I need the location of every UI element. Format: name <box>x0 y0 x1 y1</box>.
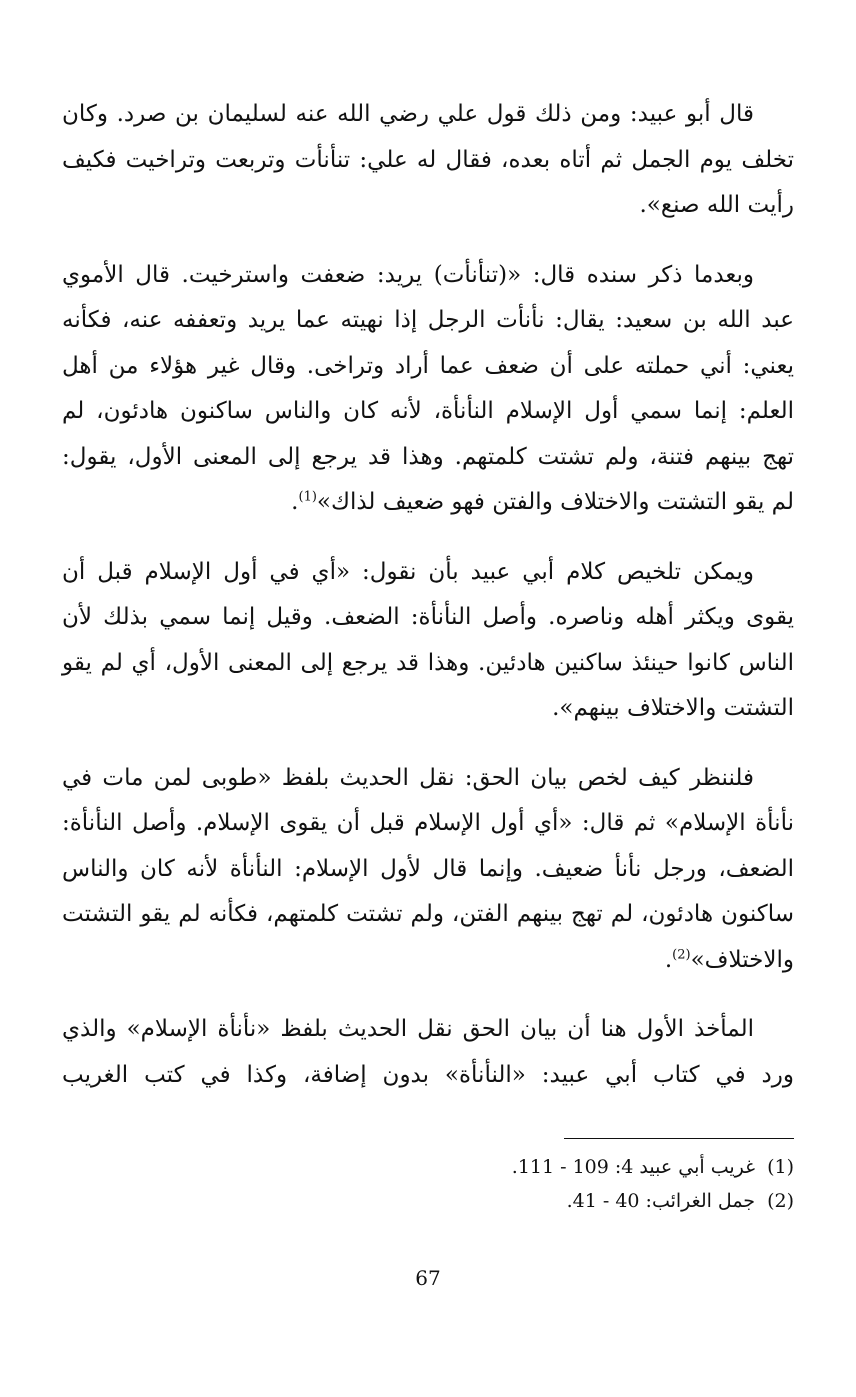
footnote-item <box>294 1184 794 1218</box>
paragraph-1 <box>62 92 794 229</box>
text-line: قال أبو عبيد: ومن ذلك قول علي رضي الله عنه لسليمان بن صرد. وكان <box>62 101 754 127</box>
text-line: يعني: أني حملته على أن ضعف عما أراد وتراخى. وقال غير هؤلاء من أهل <box>62 352 794 379</box>
text-line: ساكنون هادئون، لم تهج بينهم الفتن، ولم تشتت كلمتهم، فكأنه لم يقو التشتت <box>62 901 794 927</box>
footnote-reference[interactable]: (1) <box>298 489 317 505</box>
text-line: ويمكن تلخيص كلام أبي عبيد بأن نقول: «أي في أول الإسلام قبل أن <box>62 558 754 585</box>
paragraph-2 <box>62 253 794 526</box>
text-line: عبد الله بن سعيد: يقال: نأنأت الرجل إذا نهيته عما يريد وتعففه عنه، فكأنه <box>62 307 794 333</box>
footnote-text: جمل الغرائب: 40 - 41. <box>566 1190 756 1212</box>
text-line: ورد في كتاب أبي عبيد: «النأنأة» بدون إضافة، وكذا في كتب الغريب <box>62 1061 794 1088</box>
line-tail: . <box>664 946 673 973</box>
paragraph-4 <box>62 756 794 984</box>
text-line: الضعف، ورجل نأنأ ضعيف. وإنما قال لأول الإسلام: النأنأة لأنه كان والناس <box>62 855 794 882</box>
text-line: الناس كانوا حينئذ ساكنين هادئين. وهذا قد يرجع إلى المعنى الأول، أي لم يقو <box>62 649 794 676</box>
text-line-content: والاختلاف» <box>690 946 794 973</box>
text-line: يقوى ويكثر أهله وناصره. وأصل النأنأة: الضعف. وقيل إنما سمي بذلك لأن <box>62 604 794 630</box>
text-line: وبعدما ذكر سنده قال: «(تنأنأت) يريد: ضعفت واسترخيت. قال الأموي <box>62 261 754 288</box>
page-body <box>62 92 794 1122</box>
text-line: التشتت والاختلاف بينهم». <box>552 695 794 721</box>
text-line-with-footnote <box>62 938 794 984</box>
text-line: العلم: إنما سمي أول الإسلام النأنأة، لأنه كان والناس ساكنون هادئون، لم <box>62 398 794 424</box>
footnote-separator <box>564 1138 794 1139</box>
page-number: 67 <box>415 1266 441 1290</box>
paragraph-5 <box>62 1007 794 1098</box>
footnotes <box>294 1150 794 1218</box>
text-line: تهج بينهم فتنة، ولم تشتت كلمتهم. وهذا قد يرجع إلى المعنى الأول، يقول: <box>62 443 794 470</box>
footnote-text: غريب أبي عبيد 4: 109 - 111. <box>511 1156 756 1178</box>
text-line-with-footnote <box>62 480 794 526</box>
footnote-number: (1) <box>767 1156 794 1178</box>
footnote-number: (2) <box>767 1190 794 1212</box>
text-line: فلننظر كيف لخص بيان الحق: نقل الحديث بلفظ «طوبى لمن مات في <box>62 764 754 791</box>
text-line: نأنأة الإسلام» ثم قال: «أي أول الإسلام قبل أن يقوى الإسلام. وأصل النأنأة: <box>62 810 794 836</box>
paragraph-3 <box>62 550 794 732</box>
text-line: رأيت الله صنع». <box>639 192 794 218</box>
text-line: تخلف يوم الجمل ثم أتاه بعده، فقال له علي: تنأنأت وتربعت وتراخيت فكيف <box>62 146 794 173</box>
line-tail: . <box>291 489 299 515</box>
text-line: المأخذ الأول هنا أن بيان الحق نقل الحديث بلفظ «نأنأة الإسلام» والذي <box>62 1016 754 1042</box>
text-line-content: لم يقو التشتت والاختلاف والفتن فهو ضعيف لذاك» <box>316 489 794 515</box>
footnote-reference[interactable]: (2) <box>672 946 691 962</box>
footnote-item <box>294 1150 794 1184</box>
